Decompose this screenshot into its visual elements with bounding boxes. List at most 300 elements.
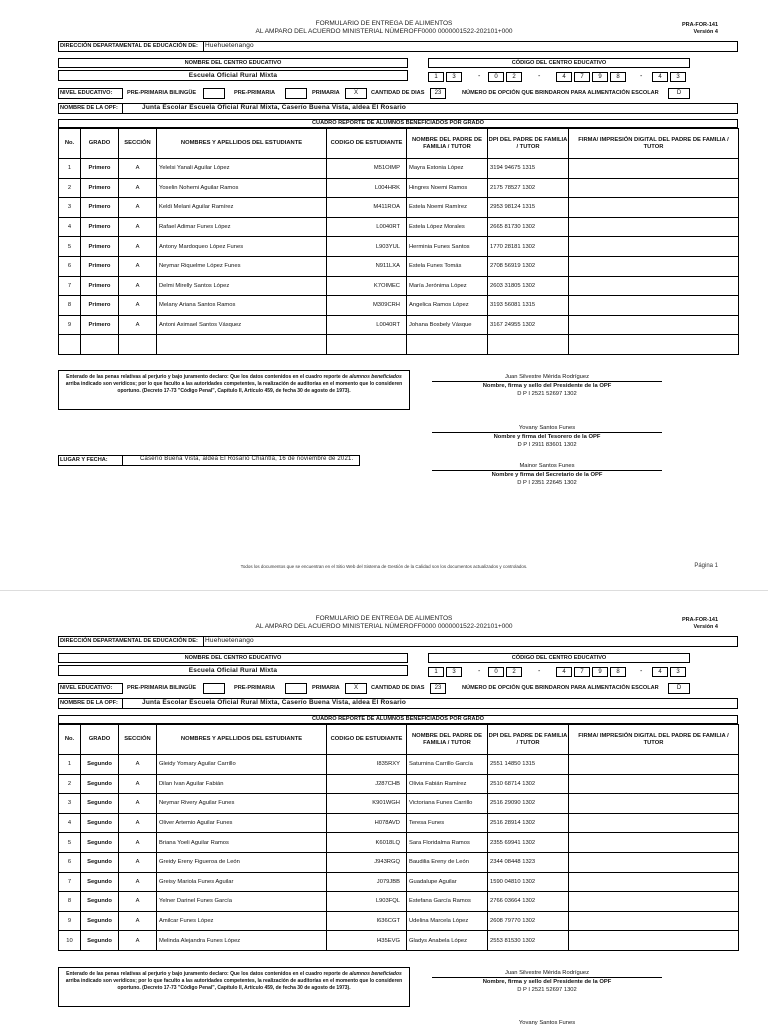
col-padre: NOMBRE DEL PADRE DE FAMILIA / TUTOR [407, 725, 488, 755]
cell-codigo: I636CGT [327, 911, 407, 931]
cell-seccion [119, 335, 157, 355]
cell-dpi: 2344 08448 1323 [488, 852, 569, 872]
codigo-digit: 4 [652, 72, 668, 82]
cell-dpi: 2603 31805 1302 [488, 276, 569, 296]
col-codigo: CODIGO DE ESTUDIANTE [327, 725, 407, 755]
cell-firma [569, 335, 739, 355]
cell-codigo: M411ROA [327, 198, 407, 218]
cell-grado [81, 335, 119, 355]
signature-role: Nombre y firma del Secretario de la OPF [432, 470, 662, 479]
codigo-digit: 4 [652, 667, 668, 677]
signature-name: Yovany Santos Funes [518, 1020, 576, 1026]
cell-nombre: Antony Mardoqueo López Funes [157, 237, 327, 257]
cell-padre: Sara Floridalma Ramos [407, 833, 488, 853]
cell-firma [569, 813, 739, 833]
nivel-label: NIVEL EDUCATIVO: [60, 685, 113, 691]
codigo-digit: 9 [592, 72, 608, 82]
cell-nombre: Greidy Ereny Figueroa de León [157, 852, 327, 872]
codigo-digit: 0 [488, 72, 504, 82]
cell-dpi: 2510 68714 1302 [488, 774, 569, 794]
cell-codigo: K901WGH [327, 794, 407, 814]
cell-no: 6 [59, 256, 81, 276]
cell-padre [407, 335, 488, 355]
signature-dpi: D P I 2351 22645 1302 [517, 480, 577, 486]
student-table [58, 724, 739, 951]
codigo-dash: - [478, 668, 481, 675]
title-line-2: AL AMPARO DEL ACUERDO MINISTERIAL NÚMEROFF0000 0000001522-202101+000 [255, 622, 513, 630]
cantidad-dias-value: 23 [430, 88, 446, 99]
col-dpi: DPI DEL PADRE DE FAMILIA / TUTOR [488, 725, 569, 755]
signature-dpi: D P I 2521 52697 1302 [517, 391, 577, 397]
signature-name: Juan Silvestre Mérida Rodríguez [504, 374, 590, 380]
cell-dpi: 2766 03664 1302 [488, 892, 569, 912]
cell-padre: Estela López Morales [407, 217, 488, 237]
cell-dpi: 3167 24955 1302 [488, 315, 569, 335]
cell-no: 10 [59, 931, 81, 951]
cell-codigo: N911LXA [327, 256, 407, 276]
cell-seccion: A [119, 911, 157, 931]
cell-codigo: H078AVD [327, 813, 407, 833]
cell-no: 6 [59, 852, 81, 872]
cell-padre: Estela Funes Tomás [407, 256, 488, 276]
table-row [59, 315, 739, 335]
codigo-digit: 3 [670, 72, 686, 82]
cell-grado: Segundo [81, 892, 119, 912]
direccion-value: Huehuetenango [205, 637, 254, 644]
col-padre: NOMBRE DEL PADRE DE FAMILIA / TUTOR [407, 129, 488, 159]
centro-header: NOMBRE DEL CENTRO EDUCATIVO [184, 60, 282, 66]
cell-grado: Primero [81, 315, 119, 335]
cell-no: 1 [59, 755, 81, 775]
col-firma: FIRMA/ IMPRESIÓN DIGITAL DEL PADRE DE FAMILIA / TUTOR [569, 725, 739, 755]
cell-firma [569, 892, 739, 912]
cell-dpi: 2665 81730 1302 [488, 217, 569, 237]
table-row [59, 852, 739, 872]
signature-dpi: D P I 2911 83601 1302 [517, 442, 577, 448]
declaration-emphasis: alumnos beneficiados [349, 374, 402, 380]
cell-seccion: A [119, 852, 157, 872]
codigo-digit: 1 [428, 72, 444, 82]
table-row [59, 276, 739, 296]
cell-codigo: I435EVG [327, 931, 407, 951]
declaration-box [58, 967, 410, 1007]
col-seccion: SECCIÓN [119, 129, 157, 159]
opf-label: NOMBRE DE LA OPF: [60, 105, 118, 111]
cell-grado: Segundo [81, 911, 119, 931]
opf-value: Junta Escolar Escuela Oficial Rural Mixta, Caserío Buena Vista, aldea El Rosario [142, 699, 407, 706]
cell-nombre: Gleidy Yomary Aguilar Carrillo [157, 755, 327, 775]
table-row [59, 296, 739, 316]
primaria-label: PRIMARIA [312, 685, 340, 691]
cell-no: 9 [59, 315, 81, 335]
footer-note: Todos los documentos que se encuentran en el Sitio Web del Sistema de Gestión de la Calidad son los documentos actualizados y controlados. [240, 564, 528, 569]
cell-dpi: 2175 78527 1302 [488, 178, 569, 198]
cell-no: 7 [59, 276, 81, 296]
table-row [59, 892, 739, 912]
cell-seccion: A [119, 833, 157, 853]
col-nombre: NOMBRES Y APELLIDOS DEL ESTUDIANTE [157, 129, 327, 159]
title-line-2: AL AMPARO DEL ACUERDO MINISTERIAL NÚMEROFF0000 0000001522-202101+000 [255, 27, 513, 35]
col-dpi: DPI DEL PADRE DE FAMILIA / TUTOR [488, 129, 569, 159]
cell-grado: Segundo [81, 794, 119, 814]
cell-seccion: A [119, 237, 157, 257]
primaria-checkbox[interactable]: X [345, 88, 367, 99]
cell-grado: Segundo [81, 774, 119, 794]
cell-nombre: Delmi Mirelly Santos López [157, 276, 327, 296]
col-seccion: SECCIÓN [119, 725, 157, 755]
form-version: Versión 4 [693, 624, 718, 630]
signature-name: Yovany Santos Funes [518, 425, 576, 431]
cell-padre: Estefana García Ramos [407, 892, 488, 912]
cell-nombre: Yelner Darinel Funes García [157, 892, 327, 912]
cell-seccion: A [119, 774, 157, 794]
cell-nombre: Neymar Rivery Aguilar Funes [157, 794, 327, 814]
lugar-fecha-label: LUGAR Y FECHA: [60, 457, 108, 463]
pre-primaria-label: PRE-PRIMARIA [234, 90, 276, 96]
codigo-digit: 2 [506, 667, 522, 677]
cell-firma [569, 931, 739, 951]
form-version: Versión 4 [693, 29, 718, 35]
table-row [59, 833, 739, 853]
col-nombre: NOMBRES Y APELLIDOS DEL ESTUDIANTE [157, 725, 327, 755]
cell-padre: Teresa Funes [407, 813, 488, 833]
table-header-row [59, 725, 739, 755]
codigo-digit: 8 [610, 72, 626, 82]
cell-padre: Olivia Fabián Ramírez [407, 774, 488, 794]
cell-dpi [488, 335, 569, 355]
codigo-digit: 7 [574, 72, 590, 82]
signature-tesorero [432, 424, 662, 449]
cell-firma [569, 794, 739, 814]
cell-grado: Segundo [81, 833, 119, 853]
cell-codigo: L903FQL [327, 892, 407, 912]
declaration-box [58, 370, 410, 410]
cell-codigo: I835RXY [327, 755, 407, 775]
pre-bilingue-label: PRE-PRIMARIA BILINGÜE [127, 90, 197, 96]
cell-nombre: Briana Yoeli Aguilar Ramos [157, 833, 327, 853]
cell-padre: Victoriana Funes Carrillo [407, 794, 488, 814]
codigo-dash: - [640, 73, 643, 80]
form-code-number: PRA-FOR-141 [681, 22, 718, 28]
cell-dpi: 2608 79770 1302 [488, 911, 569, 931]
cell-no: 4 [59, 217, 81, 237]
cell-dpi: 2953 98124 1315 [488, 198, 569, 218]
codigo-header: CÓDIGO DEL CENTRO EDUCATIVO [511, 60, 607, 66]
cell-firma [569, 256, 739, 276]
cell-dpi: 3193 56081 1315 [488, 296, 569, 316]
centro-value: Escuela Oficial Rural Mixta [188, 72, 278, 79]
signature-role: Nombre, firma y sello del Presidente de la OPF [432, 977, 662, 986]
cell-firma [569, 159, 739, 179]
centro-header: NOMBRE DEL CENTRO EDUCATIVO [184, 655, 282, 661]
cell-no: 4 [59, 813, 81, 833]
cantidad-dias-value: 23 [430, 683, 446, 694]
cell-grado: Primero [81, 217, 119, 237]
col-firma: FIRMA/ IMPRESIÓN DIGITAL DEL PADRE DE FAMILIA / TUTOR [569, 129, 739, 159]
pre-bilingue-label: PRE-PRIMARIA BILINGÜE [127, 685, 197, 691]
cell-no: 8 [59, 296, 81, 316]
lugar-fecha-value: Caserío Buena Vista, aldea El Rosario Chiantla, 16 de noviembre de 2021. [140, 456, 354, 462]
cell-firma [569, 217, 739, 237]
cell-codigo: M51OIMP [327, 159, 407, 179]
cell-firma [569, 276, 739, 296]
cell-no: 5 [59, 237, 81, 257]
codigo-header: CÓDIGO DEL CENTRO EDUCATIVO [511, 655, 607, 661]
cell-dpi: 2551 14850 1315 [488, 755, 569, 775]
cell-nombre: Yelelsi Yanali Aguilar López [157, 159, 327, 179]
codigo-digit: 3 [446, 667, 462, 677]
cuadro-title: CUADRO REPORTE DE ALUMNOS BENEFICIADOS POR GRADO [312, 120, 484, 126]
table-row [59, 178, 739, 198]
col-no: No. [59, 725, 81, 755]
cell-padre: Guadalupe Aguilar [407, 872, 488, 892]
primaria-checkbox[interactable]: X [345, 683, 367, 694]
table-row [59, 217, 739, 237]
cell-seccion: A [119, 892, 157, 912]
cell-firma [569, 774, 739, 794]
table-row [59, 256, 739, 276]
cell-codigo: J287CHB [327, 774, 407, 794]
codigo-digit: 8 [610, 667, 626, 677]
codigo-digit: 9 [592, 667, 608, 677]
cell-codigo: M309CRH [327, 296, 407, 316]
title-line-1: FORMULARIO DE ENTREGA DE ALIMENTOS [315, 20, 453, 27]
pre-bilingue-checkbox[interactable] [203, 683, 225, 694]
cell-firma [569, 872, 739, 892]
cell-padre: Baudilia Ereny de León [407, 852, 488, 872]
signature-name: Mainor Santos Funes [519, 463, 575, 469]
cell-grado: Primero [81, 159, 119, 179]
signature-dpi: D P I 2521 52697 1302 [517, 987, 577, 993]
table-header-row [59, 129, 739, 159]
table-row [59, 931, 739, 951]
cell-seccion: A [119, 794, 157, 814]
cell-firma [569, 833, 739, 853]
title-line-1: FORMULARIO DE ENTREGA DE ALIMENTOS [315, 615, 453, 622]
cell-no: 1 [59, 159, 81, 179]
cell-codigo: L0040RT [327, 315, 407, 335]
cell-grado: Primero [81, 198, 119, 218]
codigo-dash: - [538, 668, 541, 675]
declaration-emphasis: alumnos beneficiados [349, 971, 402, 977]
direccion-divider [203, 636, 204, 647]
codigo-dash: - [640, 668, 643, 675]
cell-codigo [327, 335, 407, 355]
cell-nombre: Neymar Riquelme López Funes [157, 256, 327, 276]
cell-nombre: Melinda Alejandra Funes López [157, 931, 327, 951]
cell-no: 9 [59, 911, 81, 931]
centro-value: Escuela Oficial Rural Mixta [188, 667, 278, 674]
codigo-digit: 3 [670, 667, 686, 677]
cell-dpi: 2553 81530 1302 [488, 931, 569, 951]
student-table [58, 128, 739, 355]
cell-firma [569, 237, 739, 257]
page-number: Página 1 [694, 563, 718, 569]
cell-dpi: 3194 94675 1315 [488, 159, 569, 179]
direccion-label: DIRECCIÓN DEPARTAMENTAL DE EDUCACIÓN DE: [60, 638, 198, 644]
direccion-divider [203, 41, 204, 52]
cell-nombre: Yoselin Nohemi Aguilar Ramos [157, 178, 327, 198]
declaration-text: Enterado de las penas relativas al perjurio y bajo juramento declaro: Que los datos contenidos en el cuadro reporte de [66, 374, 350, 380]
cell-seccion: A [119, 256, 157, 276]
cell-nombre: Melany Ariana Santos Ramos [157, 296, 327, 316]
cell-no: 2 [59, 178, 81, 198]
cell-dpi: 1590 04810 1302 [488, 872, 569, 892]
cell-firma [569, 852, 739, 872]
codigo-digit: 3 [446, 72, 462, 82]
cell-no: 3 [59, 198, 81, 218]
form-title [0, 615, 768, 630]
table-row [59, 755, 739, 775]
nivel-label: NIVEL EDUCATIVO: [60, 90, 113, 96]
cell-padre: Udelina Marcela López [407, 911, 488, 931]
cantidad-dias-label: CANTIDAD DE DIAS [371, 685, 425, 691]
direccion-label: DIRECCIÓN DEPARTAMENTAL DE EDUCACIÓN DE: [60, 43, 198, 49]
cell-seccion: A [119, 872, 157, 892]
form-code [682, 22, 718, 36]
cell-seccion: A [119, 198, 157, 218]
pre-primaria-checkbox[interactable] [285, 683, 307, 694]
cell-codigo: L903YUL [327, 237, 407, 257]
codigo-digit: 1 [428, 667, 444, 677]
cell-nombre: Keldi Melani Aguilar Ramírez [157, 198, 327, 218]
cell-grado: Primero [81, 256, 119, 276]
pre-primaria-checkbox[interactable] [285, 88, 307, 99]
declaration-text-rest: arriba indicado son verídicos; por lo que faculto a las autoridades competentes, la realización de auditorías en el momento que lo consideren oportuno. (Decreto 17-73 "Código Penal", Capítulo II, Artículo 459, de fecha 30 de agosto de 1973). [65, 381, 403, 394]
table-row [59, 335, 739, 355]
cell-padre: Estela Noemi Ramírez [407, 198, 488, 218]
codigo-digit: 4 [556, 667, 572, 677]
opcion-label: NÚMERO DE OPCIÓN QUE BRINDARON PARA ALIMENTACIÓN ESCOLAR [462, 90, 659, 96]
col-no: No. [59, 129, 81, 159]
codigo-digit: 2 [506, 72, 522, 82]
cell-padre: Gladys Anabela López [407, 931, 488, 951]
cell-seccion: A [119, 755, 157, 775]
cell-codigo: J079JBB [327, 872, 407, 892]
cell-firma [569, 755, 739, 775]
direccion-box [58, 41, 738, 52]
table-row [59, 872, 739, 892]
signature-presidente [432, 373, 662, 398]
cell-seccion: A [119, 159, 157, 179]
col-grado: GRADO [81, 129, 119, 159]
signature-role: Nombre, firma y sello del Presidente de la OPF [432, 381, 662, 390]
table-row [59, 794, 739, 814]
pre-primaria-label: PRE-PRIMARIA [234, 685, 276, 691]
cell-padre: Saturnina Carrillo García [407, 755, 488, 775]
table-row [59, 774, 739, 794]
cell-grado: Segundo [81, 755, 119, 775]
table-row [59, 911, 739, 931]
pre-bilingue-checkbox[interactable] [203, 88, 225, 99]
form-code [682, 617, 718, 631]
cell-firma [569, 178, 739, 198]
cell-firma [569, 296, 739, 316]
cell-codigo: K7OIMEC [327, 276, 407, 296]
cell-no: 5 [59, 833, 81, 853]
cell-grado: Primero [81, 178, 119, 198]
cell-no: 2 [59, 774, 81, 794]
codigo-digit: 0 [488, 667, 504, 677]
col-codigo: CODIGO DE ESTUDIANTE [327, 129, 407, 159]
cell-grado: Segundo [81, 852, 119, 872]
cell-grado: Segundo [81, 872, 119, 892]
cell-grado: Primero [81, 296, 119, 316]
cell-nombre [157, 335, 327, 355]
cell-no: 3 [59, 794, 81, 814]
cell-firma [569, 911, 739, 931]
cell-no [59, 335, 81, 355]
cell-seccion: A [119, 178, 157, 198]
cell-seccion: A [119, 276, 157, 296]
col-grado: GRADO [81, 725, 119, 755]
signature-secretario [432, 462, 662, 487]
signature-tesorero [432, 1019, 662, 1027]
opf-value: Junta Escolar Escuela Oficial Rural Mixta, Caserío Buena Vista, aldea El Rosario [142, 104, 407, 111]
signature-presidente [432, 969, 662, 994]
opf-label: NOMBRE DE LA OPF: [60, 700, 118, 706]
cell-grado: Primero [81, 237, 119, 257]
cell-dpi: 2355 69941 1302 [488, 833, 569, 853]
table-row [59, 813, 739, 833]
codigo-digit: 4 [556, 72, 572, 82]
cell-seccion: A [119, 315, 157, 335]
cell-codigo: K6018LQ [327, 833, 407, 853]
cell-padre: Hingres Noemi Ramos [407, 178, 488, 198]
cell-nombre: Antoni Aximael Santos Vásquez [157, 315, 327, 335]
cell-codigo: J943RGQ [327, 852, 407, 872]
opcion-value: D [668, 683, 690, 694]
cell-seccion: A [119, 296, 157, 316]
cell-dpi: 2708 56919 1302 [488, 256, 569, 276]
cuadro-title: CUADRO REPORTE DE ALUMNOS BENEFICIADOS POR GRADO [312, 716, 484, 722]
codigo-digit: 7 [574, 667, 590, 677]
declaration-text-rest: arriba indicado son verídicos; por lo que faculto a las autoridades competentes, la realización de auditorías en el momento que lo consideren oportuno. (Decreto 17-73 "Código Penal", Capítulo II, Artículo 459, de fecha 30 de agosto de 1973). [65, 978, 403, 991]
direccion-value: Huehuetenango [205, 42, 254, 49]
form-page-2 [0, 590, 768, 1024]
codigo-dash: - [478, 73, 481, 80]
cell-padre: Mayra Estonia López [407, 159, 488, 179]
table-row [59, 159, 739, 179]
cell-padre: María Jerónima López [407, 276, 488, 296]
cell-seccion: A [119, 217, 157, 237]
primaria-label: PRIMARIA [312, 90, 340, 96]
cell-no: 7 [59, 872, 81, 892]
cell-seccion: A [119, 813, 157, 833]
cell-nombre: Rafael Adimar Funes López [157, 217, 327, 237]
cell-padre: Herminia Funes Santos [407, 237, 488, 257]
cell-firma [569, 198, 739, 218]
cell-padre: Johana Bosbely Vásque [407, 315, 488, 335]
form-code-number: PRA-FOR-141 [681, 617, 718, 623]
cell-padre: Angelica Ramos López [407, 296, 488, 316]
cell-firma [569, 315, 739, 335]
declaration-text: Enterado de las penas relativas al perjurio y bajo juramento declaro: Que los datos contenidos en el cuadro reporte de [66, 971, 350, 977]
cell-nombre: Greisy Mariola Funes Aguilar [157, 872, 327, 892]
cell-nombre: Dilan Ivan Aguilar Fabián [157, 774, 327, 794]
cantidad-dias-label: CANTIDAD DE DIAS [371, 90, 425, 96]
signature-name: Juan Silvestre Mérida Rodríguez [504, 970, 590, 976]
cell-codigo: L004HRK [327, 178, 407, 198]
cell-nombre: Oliver Artemio Aguilar Funes [157, 813, 327, 833]
cell-grado: Segundo [81, 931, 119, 951]
cell-dpi: 2516 29090 1302 [488, 794, 569, 814]
cell-codigo: L0040RT [327, 217, 407, 237]
opcion-label: NÚMERO DE OPCIÓN QUE BRINDARON PARA ALIMENTACIÓN ESCOLAR [462, 685, 659, 691]
table-row [59, 198, 739, 218]
cell-dpi: 1770 28181 1302 [488, 237, 569, 257]
table-row [59, 237, 739, 257]
